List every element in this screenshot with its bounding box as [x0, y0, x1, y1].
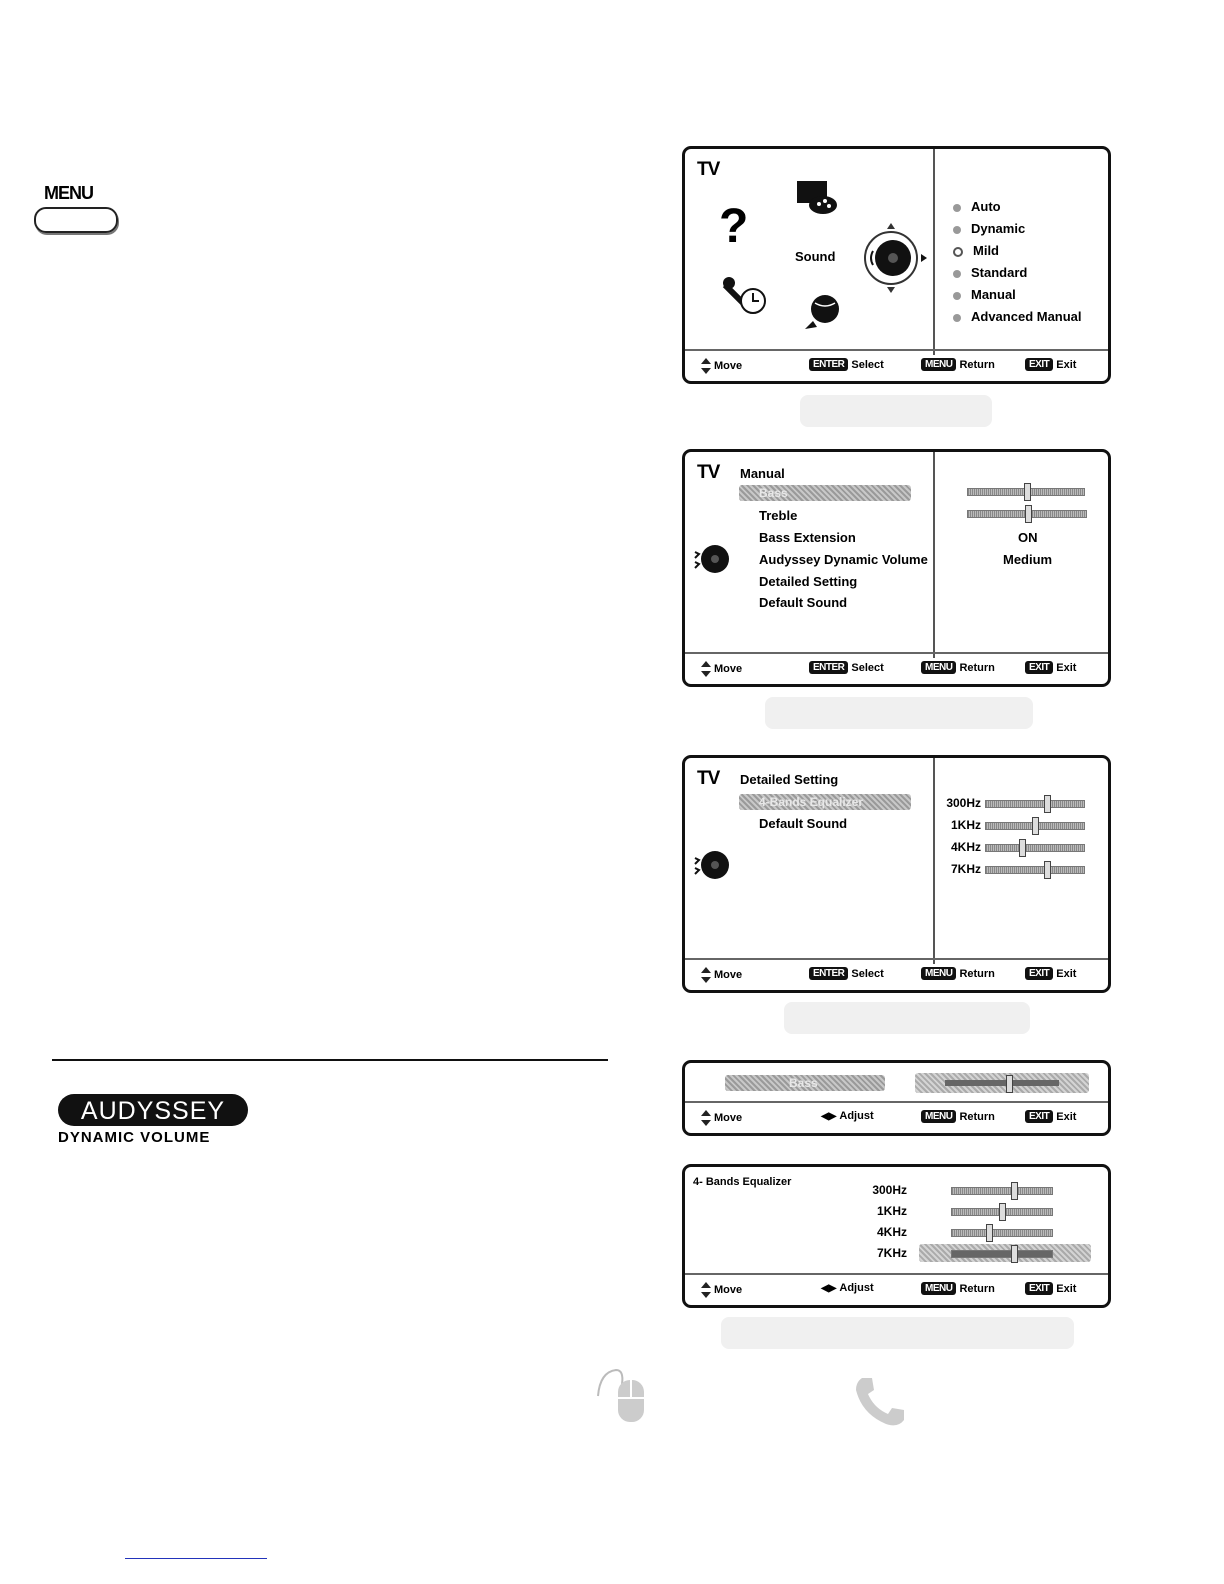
sound-mode-auto[interactable]: Auto [953, 199, 1082, 221]
up-down-arrow-icon [701, 1282, 711, 1298]
menu-item-default-sound[interactable]: Default Sound [759, 816, 848, 831]
sound-mode-manual[interactable]: Manual [953, 287, 1082, 309]
eq-band-thumb[interactable] [999, 1203, 1006, 1221]
caption-placeholder [765, 697, 1033, 729]
highlight-bar[interactable]: 4-Bands Equalizer [739, 794, 911, 810]
section-rule [52, 1059, 608, 1061]
phone-icon [852, 1374, 908, 1435]
sound-center-label: Sound [795, 249, 836, 264]
tv-label: TV [697, 159, 720, 180]
enter-key: ENTER [809, 661, 848, 674]
eq-band-thumb[interactable] [1032, 817, 1039, 835]
menu-button-illustration [34, 183, 118, 235]
menu-key: MENU [921, 1282, 956, 1295]
up-down-arrow-icon [701, 661, 711, 677]
eq-band-label: 7KHz [950, 862, 981, 876]
up-down-arrow-icon [701, 967, 711, 983]
help-icon: ? [719, 200, 749, 253]
mouse-icon [594, 1366, 650, 1431]
picture-icon [795, 179, 839, 224]
panel-divider [933, 149, 935, 355]
menu-item-treble[interactable]: Treble [759, 508, 798, 523]
menu-title: Detailed Setting [740, 772, 839, 787]
panel-divider [933, 758, 935, 964]
eq-band-slider[interactable] [951, 1187, 1053, 1195]
equalizer-title: 4- Bands Equalizer [693, 1176, 792, 1188]
bullet-icon [953, 314, 961, 322]
eq-band-thumb[interactable] [1019, 839, 1026, 857]
channel-globe-icon [803, 293, 843, 336]
eq-band-row [941, 794, 1101, 814]
panel-divider [933, 452, 935, 658]
eq-band-label: 4KHz [950, 840, 981, 854]
exit-key: EXIT [1025, 358, 1053, 371]
speaker-icon [691, 848, 731, 887]
exit-key: EXIT [1025, 1282, 1053, 1295]
eq-band-label: 1KHz [950, 818, 981, 832]
eq-band-label: 1KHz [876, 1204, 907, 1218]
enter-key: ENTER [809, 967, 848, 980]
sound-mode-advanced-manual[interactable]: Advanced Manual [953, 309, 1082, 331]
osd-footer: Move ENTER Select MENU Return EXIT Exit [685, 349, 1108, 381]
eq-band-row [835, 1202, 1095, 1222]
osd-detailed-setting-menu [682, 755, 1111, 993]
eq-band-thumb[interactable] [1011, 1182, 1018, 1200]
eq-band-row [941, 860, 1101, 880]
bass-slider-thumb[interactable] [1024, 483, 1031, 501]
bullet-icon [953, 292, 961, 300]
setup-clock-icon [721, 277, 767, 322]
left-right-arrow-icon: ◀▶ [821, 1110, 837, 1122]
osd-manual-menu [682, 449, 1111, 687]
footer-link-underline [125, 1558, 267, 1559]
equalizer-preview [941, 794, 1101, 894]
bullet-icon [953, 204, 961, 212]
speaker-icon [691, 542, 731, 581]
eq-band-thumb[interactable] [1011, 1245, 1018, 1263]
menu-item-audyssey[interactable]: Audyssey Dynamic Volume [759, 552, 928, 567]
bass-adjust-slider[interactable] [915, 1073, 1089, 1093]
osd-footer: Move ENTER Select MENU Return EXIT Exit [685, 958, 1108, 990]
up-down-arrow-icon [701, 1110, 711, 1126]
audyssey-brand: AUDYSSEY [58, 1094, 248, 1126]
audyssey-tagline: DYNAMIC VOLUME [58, 1129, 211, 1146]
eq-band-row [835, 1244, 1095, 1264]
menu-button-label: MENU [44, 183, 93, 203]
osd-footer: Move ENTER Select MENU Return EXIT Exit [685, 652, 1108, 684]
exit-key: EXIT [1025, 1110, 1053, 1123]
sound-speaker-icon[interactable] [861, 221, 929, 300]
menu-button-shape [34, 207, 118, 233]
sound-mode-dynamic[interactable]: Dynamic [953, 221, 1082, 243]
eq-band-thumb[interactable] [1044, 795, 1051, 813]
selected-bullet-icon [953, 247, 963, 257]
caption-placeholder [721, 1317, 1074, 1349]
treble-slider[interactable] [967, 510, 1087, 518]
bass-label-bar: Bass [725, 1075, 885, 1091]
sound-mode-list [953, 199, 1082, 331]
eq-band-row [941, 816, 1101, 836]
menu-key: MENU [921, 661, 956, 674]
tv-label: TV [697, 462, 720, 483]
menu-key: MENU [921, 967, 956, 980]
eq-band-thumb[interactable] [1044, 861, 1051, 879]
eq-band-label: 300Hz [946, 796, 981, 810]
eq-band-thumb[interactable] [986, 1224, 993, 1242]
exit-key: EXIT [1025, 661, 1053, 674]
caption-placeholder [800, 395, 992, 427]
menu-key: MENU [921, 358, 956, 371]
left-right-arrow-icon: ◀▶ [821, 1282, 837, 1294]
osd-footer: Move ◀▶ Adjust MENU Return EXIT Exit [685, 1273, 1108, 1305]
treble-slider-thumb[interactable] [1025, 505, 1032, 523]
eq-band-slider[interactable] [951, 1250, 1053, 1258]
osd-sound-menu [682, 146, 1111, 384]
caption-placeholder [784, 1002, 1030, 1034]
osd-equalizer [682, 1164, 1111, 1308]
bass-extension-value: ON [1018, 530, 1038, 545]
eq-band-slider[interactable] [951, 1229, 1053, 1237]
menu-item-detailed-setting[interactable]: Detailed Setting [759, 574, 858, 589]
menu-title: Manual [740, 466, 785, 481]
eq-band-row [941, 838, 1101, 858]
osd-bass-adjust [682, 1060, 1111, 1136]
eq-band-label: 7KHz [876, 1246, 907, 1260]
eq-band-row [835, 1223, 1095, 1243]
audyssey-logo [58, 1094, 248, 1146]
sound-mode-standard[interactable]: Standard [953, 265, 1082, 287]
eq-band-slider[interactable] [985, 866, 1085, 874]
osd-footer: Move ◀▶ Adjust MENU Return EXIT Exit [685, 1101, 1108, 1133]
enter-key: ENTER [809, 358, 848, 371]
menu-key: MENU [921, 1110, 956, 1123]
menu-item-bass-extension[interactable]: Bass Extension [759, 530, 856, 545]
eq-band-slider[interactable] [985, 800, 1085, 808]
audyssey-value: Medium [1003, 552, 1053, 567]
bass-slider[interactable] [967, 488, 1085, 496]
eq-band-label: 4KHz [876, 1225, 907, 1239]
bass-adjust-thumb[interactable] [1006, 1075, 1013, 1093]
equalizer-bands [835, 1181, 1095, 1271]
bass-adjust-track [945, 1080, 1059, 1086]
eq-band-row [835, 1181, 1095, 1201]
eq-band-label: 300Hz [872, 1183, 907, 1197]
up-down-arrow-icon [701, 358, 711, 374]
eq-band-slider[interactable] [951, 1208, 1053, 1216]
bullet-icon [953, 270, 961, 278]
menu-item-default-sound[interactable]: Default Sound [759, 595, 848, 610]
eq-band-slider[interactable] [985, 822, 1085, 830]
highlight-bar[interactable]: Bass [739, 485, 911, 501]
sound-mode-mild[interactable]: Mild [953, 243, 1082, 265]
eq-band-slider[interactable] [985, 844, 1085, 852]
bullet-icon [953, 226, 961, 234]
tv-label: TV [697, 768, 720, 789]
exit-key: EXIT [1025, 967, 1053, 980]
